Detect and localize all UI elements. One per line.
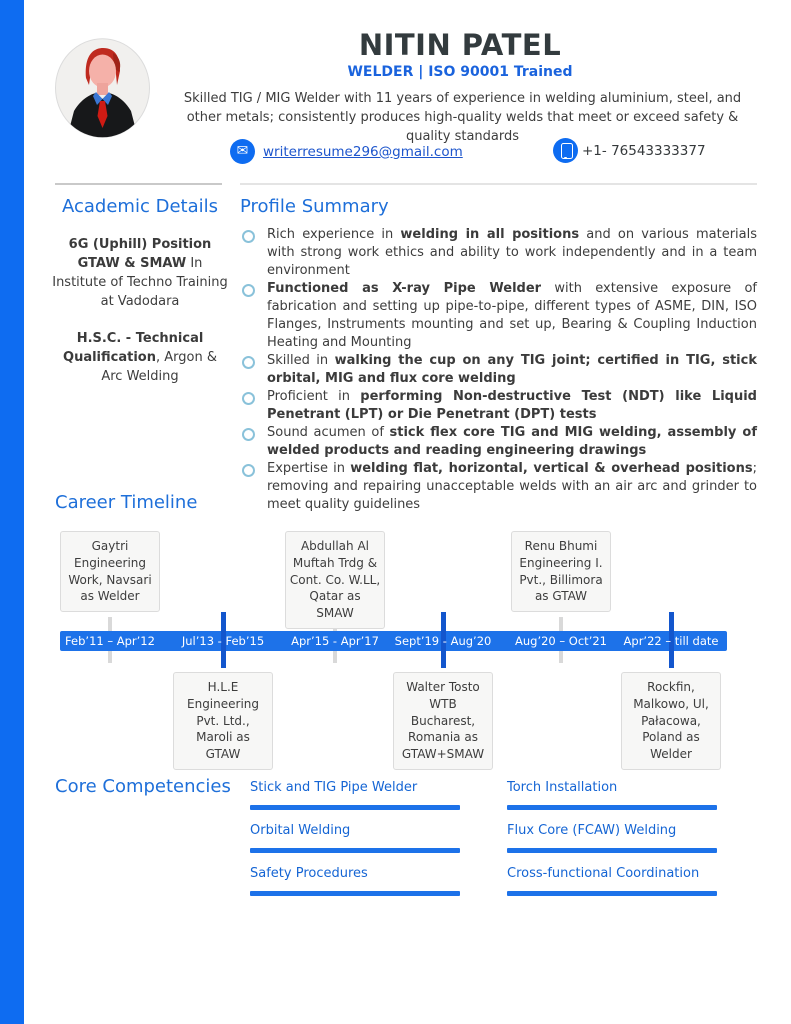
academic-item-degree: 6G (Uphill) Position GTAW & SMAW <box>68 237 212 271</box>
timeline-range-label: Aug’20 – Oct’21 <box>515 634 607 648</box>
timeline-company-box: Rockfin, Malkowo, Ul, Pałacowa, Poland as Welder <box>621 672 721 770</box>
academic-items <box>52 236 228 387</box>
bullet-icon <box>242 230 255 243</box>
competency-underline <box>507 805 717 810</box>
profile-bullet <box>240 388 757 424</box>
competency-underline <box>507 848 717 853</box>
timeline-company-box: H.L.E Engineering Pvt. Ltd., Maroli as GTAW <box>173 672 273 770</box>
profile-bullet <box>240 352 757 388</box>
profile-summary-heading: Profile Summary <box>240 196 389 217</box>
academic-item-degree: H.S.C. - Technical Qualification <box>63 331 204 366</box>
competency-underline <box>507 891 717 896</box>
candidate-title: WELDER | ISO 90001 Trained <box>347 64 573 81</box>
timeline-company-box: Abdullah Al Muftah Trdg & Cont. Co. W.LL, Qatar as SMAW <box>285 531 385 629</box>
competency-label: Cross-functional Coordination <box>507 866 700 881</box>
timeline-range-label: Sept’19 - Aug’20 <box>394 634 492 648</box>
email-link[interactable]: writerresume296@gmail.com <box>263 143 463 160</box>
timeline-range-label: Apr’22 – till date <box>623 634 719 648</box>
profile-bullet <box>240 280 757 352</box>
competency-underline <box>250 805 460 810</box>
competencies-right <box>507 780 717 909</box>
phone-number: +1- 76543333377 <box>582 142 706 159</box>
academic-item-detail: In Institute of Techno Training at Vadodara <box>52 255 228 309</box>
summary-text: Skilled TIG / MIG Welder with 11 years of experience in welding aluminium, steel, and other metals; consistently produces high-quality welds that meet or exceed safety & quality standards <box>183 91 742 144</box>
competency-item <box>507 780 717 810</box>
left-accent-bar <box>0 0 24 1024</box>
competency-item <box>250 780 460 810</box>
timeline-company-box: Renu Bhumi Engineering I. Pvt., Billimora as GTAW <box>511 531 611 612</box>
academic-item-detail: , Argon & Arc Welding <box>101 350 217 385</box>
bullet-icon <box>242 464 255 477</box>
competency-underline <box>250 848 460 853</box>
divider <box>55 183 222 185</box>
email-contact <box>230 139 463 164</box>
competency-label: Stick and TIG Pipe Welder <box>250 780 418 795</box>
career-timeline-heading: Career Timeline <box>55 492 198 513</box>
bullet-text: Expertise in welding flat, horizontal, vertical & overhead positions; removing and repairing unacceptable welds with an air arc and grinder to meet quality guidelines <box>267 461 757 512</box>
phone-contact <box>553 138 706 163</box>
divider <box>240 183 757 185</box>
core-competencies-heading: Core Competencies <box>55 776 231 797</box>
competency-item <box>507 866 717 896</box>
profile-bullet <box>240 424 757 460</box>
avatar-photo <box>55 38 150 138</box>
timeline-company-box: Gaytri Engineering Work, Navsari as Welder <box>60 531 160 612</box>
competency-label: Torch Installation <box>507 780 618 795</box>
bullet-icon <box>242 428 255 441</box>
competency-item <box>507 823 717 853</box>
bullet-text: Functioned as X-ray Pipe Welder with extensive exposure of fabrication and setting up pipe-to-pipe, different types of ASME, DIN, ISO Flanges, Instruments mounting and set up, Bearing & Coupling Induction Heating and Mounting <box>267 281 757 350</box>
candidate-name: NITIN PATEL <box>358 28 562 62</box>
competencies-left <box>250 780 460 909</box>
competency-item <box>250 823 460 853</box>
profile-bullet <box>240 226 757 280</box>
academic-details-heading: Academic Details <box>62 196 218 217</box>
academic-item <box>52 330 228 387</box>
bullet-icon <box>242 356 255 369</box>
academic-details-section <box>52 196 228 387</box>
bullet-icon <box>242 284 255 297</box>
bullet-text: Rich experience in welding in all positions and on various materials with strong work ethics and ability to work independently and in a team environment <box>267 227 758 278</box>
bullet-text: Skilled in walking the cup on any TIG joint; certified in TIG, stick orbital, MIG and flux core welding <box>267 353 757 386</box>
bullet-text: Sound acumen of stick flex core TIG and MIG welding, assembly of welded products and reading engineering drawings <box>267 425 757 458</box>
competency-label: Safety Procedures <box>250 866 368 881</box>
timeline-range-label: Jul’13 - Feb’15 <box>181 634 265 648</box>
academic-item <box>52 236 228 311</box>
bullet-icon <box>242 392 255 405</box>
timeline-range-label: Feb’11 – Apr’12 <box>65 634 155 648</box>
competency-label: Orbital Welding <box>250 823 351 838</box>
email-icon: ✉ <box>230 139 255 164</box>
profile-bullet <box>240 460 757 514</box>
bullet-text: Proficient in performing Non-destructive Test (NDT) like Liquid Penetrant (LPT) or Die Penetrant (DPT) tests <box>267 389 757 422</box>
profile-bullet-list <box>240 226 757 514</box>
competency-label: Flux Core (FCAW) Welding <box>507 823 677 838</box>
phone-icon <box>553 138 578 163</box>
timeline-canvas <box>0 525 791 765</box>
profile-summary-section <box>240 196 757 514</box>
competency-underline <box>250 891 460 896</box>
timeline-range-label: Apr’15 - Apr’17 <box>291 634 379 648</box>
competency-item <box>250 866 460 896</box>
timeline-company-box: Walter Tosto WTB Bucharest, Romania as GTAW+SMAW <box>393 672 493 770</box>
